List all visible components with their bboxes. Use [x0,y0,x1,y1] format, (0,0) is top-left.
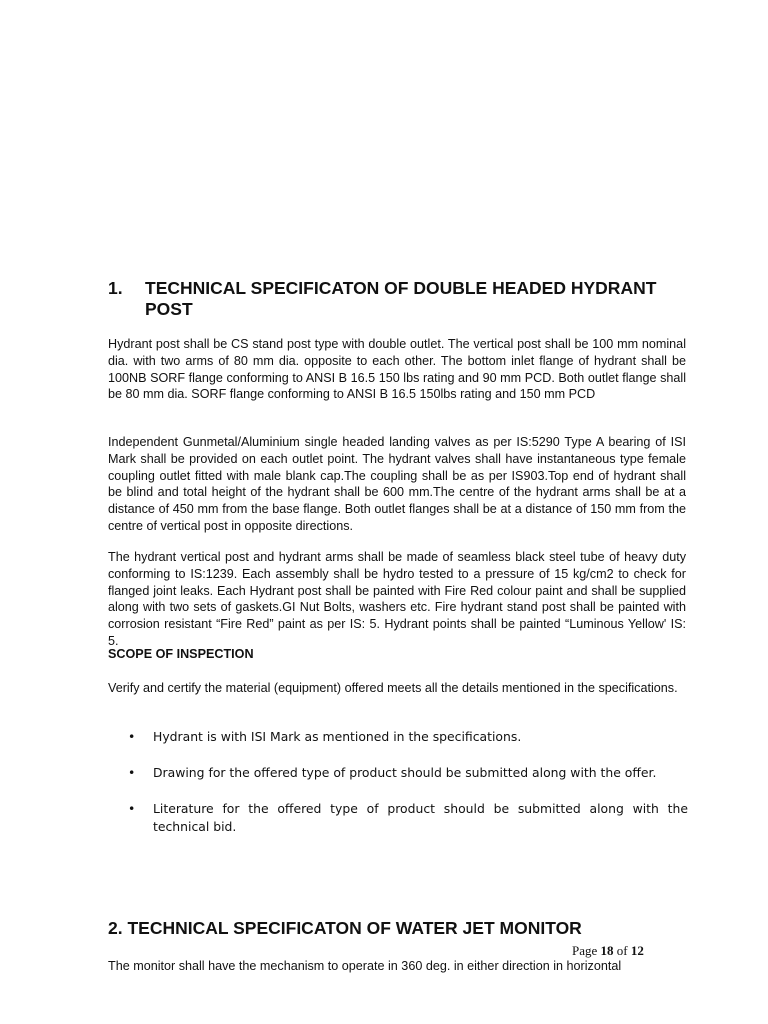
bullet-icon: • [128,801,136,816]
section-2-paragraph: The monitor shall have the mechanism to operate in 360 deg. in either direction in horizontal [108,959,622,973]
page-number [572,943,644,958]
section-2-heading: 2. TECHNICAL SPECIFICATON OF WATER JET MONITOR [108,918,582,938]
section-1-title: TECHNICAL SPECIFICATON OF DOUBLE HEADED HYDRANT POST [145,278,657,319]
bullet-icon: • [128,729,136,744]
inspection-bullet-list [128,728,688,854]
section-1-paragraph-1: Hydrant post shall be CS stand post type with double outlet. The vertical post shall be 100 mm nominal dia. with two arms of 80 mm dia. opposite to each other. The bottom inlet flange of hydrant shall be 100NB SORF flange conforming to ANSI B 16.5 150 lbs rating and 90 mm PCD. Both outlet flange shall be 80 mm dia. SORF flange conforming to ANSI B 16.5 150lbs rating and 150 mm PCD [108,337,686,402]
bullet-text: Hydrant is with ISI Mark as mentioned in the specifications. [153,729,522,744]
bullet-text: Drawing for the offered type of product should be submitted along with the offer. [153,765,657,780]
page-of-label: of [616,943,628,958]
section-1-heading [108,278,688,320]
list-item [128,728,688,746]
page-current: 18 [600,943,614,958]
section-1-number: 1. [108,278,123,298]
list-item [128,764,688,782]
bullet-icon: • [128,765,136,780]
inspection-heading: SCOPE OF INSPECTION [108,647,254,661]
page-total: 12 [630,943,644,958]
section-1-paragraph-2: Independent Gunmetal/Aluminium single headed landing valves as per IS:5290 Type A bearing of ISI Mark shall be provided on each outlet point. The hydrant valves shall have instantaneous type female coupling outlet fitted with male blank cap.The coupling shall be as per IS903.Top end of hydrant shall be blind and total height of the hydrant shall be 600 mm.The centre of the hydrant arms shall be at a distance of 450 mm from the base flange. Both outlet flanges shall be at a distance of 150 mm from the centre of vertical post in opposite directions. [108,435,686,533]
section-1-paragraph-3: The hydrant vertical post and hydrant arms shall be made of seamless black steel tube of heavy duty conforming to IS:1239. Each assembly shall be hydro tested to a pressure of 15 kg/cm2 to check for flanged joint leaks. Each Hydrant post shall be painted with Fire Red colour paint and shall be supplied along with two sets of gaskets.GI Nut Bolts, washers etc. Fire hydrant stand post shall be painted with corrosion resistant “Fire Red” paint as per IS: 5. Hydrant points shall be painted “Luminous Yellow' IS: 5. [108,550,686,648]
bullet-text: Literature for the offered type of product should be submitted along with the technical bid. [153,801,688,834]
inspection-intro: Verify and certify the material (equipment) offered meets all the details mentioned in the specifications. [108,681,678,695]
page-label: Page [572,943,598,958]
list-item [128,800,688,836]
